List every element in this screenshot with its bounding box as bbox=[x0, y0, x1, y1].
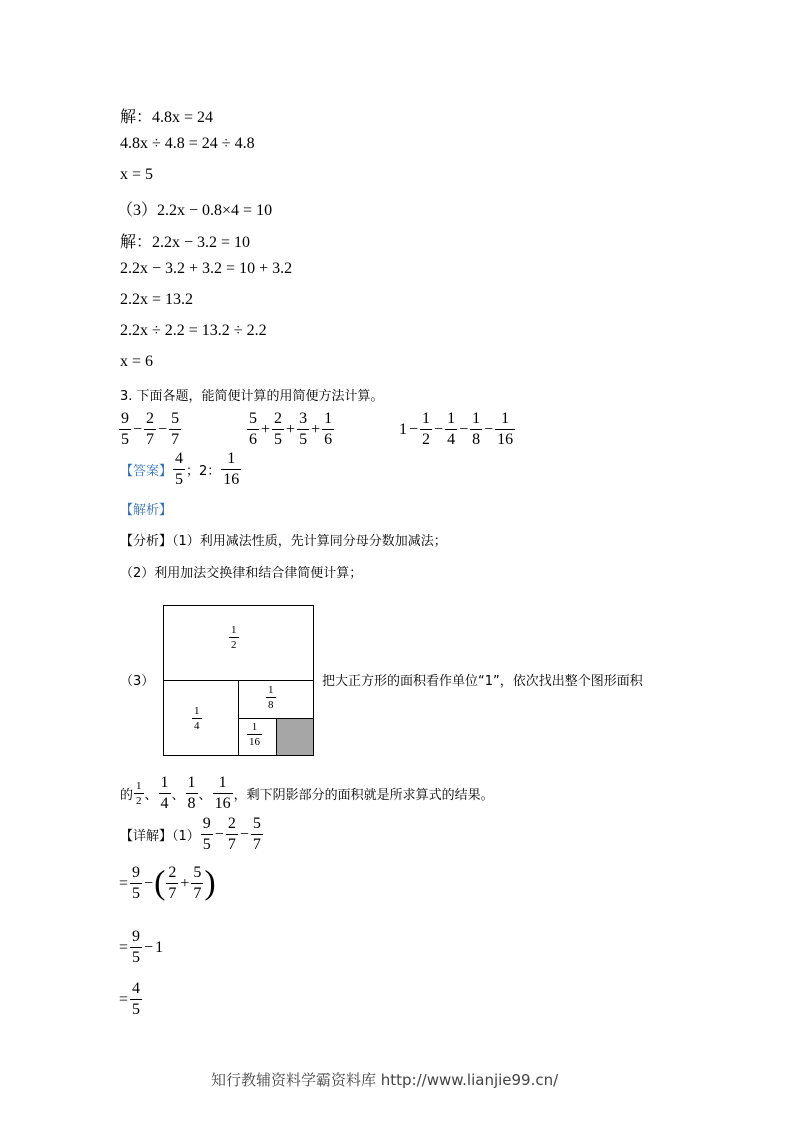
fraction: $\frac{9}{5}$ bbox=[132, 864, 141, 902]
analysis-step-3-label: （3） bbox=[120, 674, 155, 689]
fraction: $\frac{1}{2}$ bbox=[422, 410, 431, 448]
detail-line-3: = $\frac{9}{5}$ − 1 bbox=[119, 928, 164, 966]
equation-line-4: （3）2.2x − 0.8×4 = 10 bbox=[117, 202, 273, 219]
fraction: $\frac{1}{8}$ bbox=[187, 774, 196, 812]
question-3: 3. 下面各题，能简便计算的用简便方法计算。 bbox=[120, 389, 384, 404]
fraction: $\frac{2}{7}$ bbox=[168, 864, 177, 902]
fraction: $\frac{2}{7}$ bbox=[227, 815, 236, 853]
problem-expression-3: 1 − $\frac{1}{2}$ − $\frac{1}{4}$ − $\frac{1}{8}$ − $\frac{1}{16}$ bbox=[399, 410, 514, 448]
fraction: $\frac{1}{2}$ bbox=[136, 780, 142, 807]
analysis-tag: 【解析】 bbox=[120, 503, 173, 518]
fraction: $\frac{1}{8}$ bbox=[472, 410, 481, 448]
equation-line-7: 2.2x = 13.2 bbox=[120, 291, 194, 308]
fraction: $\frac{1}{16}$ bbox=[497, 410, 514, 448]
problem-expression-1: $\frac{9}{5}$ − $\frac{2}{7}$ − $\frac{5}{7}$ bbox=[121, 410, 180, 448]
detail-tag: 【详解】（1） bbox=[120, 829, 200, 844]
problem-expression-2: $\frac{5}{6}$ + $\frac{2}{5}$ + $\frac{3}{5}$ + $\frac{1}{6}$ bbox=[249, 410, 333, 448]
fraction: $\frac{1}{16}$ bbox=[223, 450, 240, 488]
equation-line-8: 2.2x ÷ 2.2 = 13.2 ÷ 2.2 bbox=[120, 322, 267, 339]
fraction: $\frac{1}{6}$ bbox=[324, 410, 333, 448]
fraction: $\frac{1}{4}$ bbox=[447, 410, 456, 448]
detail-line-2: = $\frac{9}{5}$ −( $\frac{2}{7}$ + $\frac{5}{7}$ ) bbox=[119, 864, 216, 902]
fraction: $\frac{5}{7}$ bbox=[252, 815, 261, 853]
analysis-step-3-continuation: 的 $\frac{1}{2}$ 、 $\frac{1}{4}$ 、 $\frac{1}{8}$ 、 $\frac{1}{16}$ ，剩下阴影部分的面积就是所求算式的结果。 bbox=[120, 774, 494, 812]
diagram-label-quarter: $\frac{1}{4}$ bbox=[194, 705, 200, 732]
equation-line-6: 2.2x − 3.2 + 3.2 = 10 + 3.2 bbox=[120, 260, 293, 277]
fraction: $\frac{2}{7}$ bbox=[146, 410, 155, 448]
fraction: $\frac{3}{5}$ bbox=[299, 410, 308, 448]
equation-line-1: 解：4.8x = 24 bbox=[120, 109, 214, 126]
equation-line-5: 解：2.2x − 3.2 = 10 bbox=[120, 234, 251, 251]
detail-line-4: = $\frac{4}{5}$ bbox=[119, 980, 141, 1018]
equation-line-2: 4.8x ÷ 4.8 = 24 ÷ 4.8 bbox=[120, 135, 255, 152]
equation-line-3: x = 5 bbox=[120, 166, 154, 183]
diagram-label-half: $\frac{1}{2}$ bbox=[231, 624, 237, 651]
fraction: $\frac{2}{5}$ bbox=[274, 410, 283, 448]
fraction: $\frac{5}{7}$ bbox=[171, 410, 180, 448]
analysis-step-2: （2）利用加法交换律和结合律简便计算； bbox=[120, 566, 363, 581]
analysis-step-3-text: 把大正方形的面积看作单位“1”，依次找出整个图形面积 bbox=[322, 674, 643, 689]
fraction: $\frac{4}{5}$ bbox=[132, 980, 141, 1018]
footer-watermark: 知行教辅资料学霸资料库 http://www.lianjie99.cn/ bbox=[211, 1071, 559, 1089]
fraction: $\frac{9}{5}$ bbox=[202, 815, 211, 853]
fraction: $\frac{4}{5}$ bbox=[175, 450, 184, 488]
diagram-label-sixteenth: $\frac{1}{16}$ bbox=[249, 721, 260, 748]
detail-line-1: 【详解】（1） $\frac{9}{5}$ − $\frac{2}{7}$ − $\frac{5}{7}$ bbox=[120, 815, 261, 853]
fraction: $\frac{5}{6}$ bbox=[249, 410, 257, 448]
diagram-shaded-region bbox=[276, 718, 314, 756]
fraction: $\frac{9}{5}$ bbox=[121, 410, 129, 448]
fraction: $\frac{1}{4}$ bbox=[160, 774, 169, 812]
answer-tag: 【答案】 bbox=[120, 464, 173, 479]
analysis-step-1: 【分析】（1）利用减法性质，先计算同分母分数加减法； bbox=[120, 534, 447, 549]
fraction: $\frac{1}{16}$ bbox=[214, 774, 231, 812]
answer-line: 【答案】 $\frac{4}{5}$ ；2： $\frac{1}{16}$ bbox=[120, 450, 240, 488]
diagram-label-eighth: $\frac{1}{8}$ bbox=[268, 684, 274, 711]
fraction: $\frac{5}{7}$ bbox=[193, 864, 202, 902]
equation-line-9: x = 6 bbox=[120, 353, 154, 370]
fraction: $\frac{9}{5}$ bbox=[132, 928, 141, 966]
